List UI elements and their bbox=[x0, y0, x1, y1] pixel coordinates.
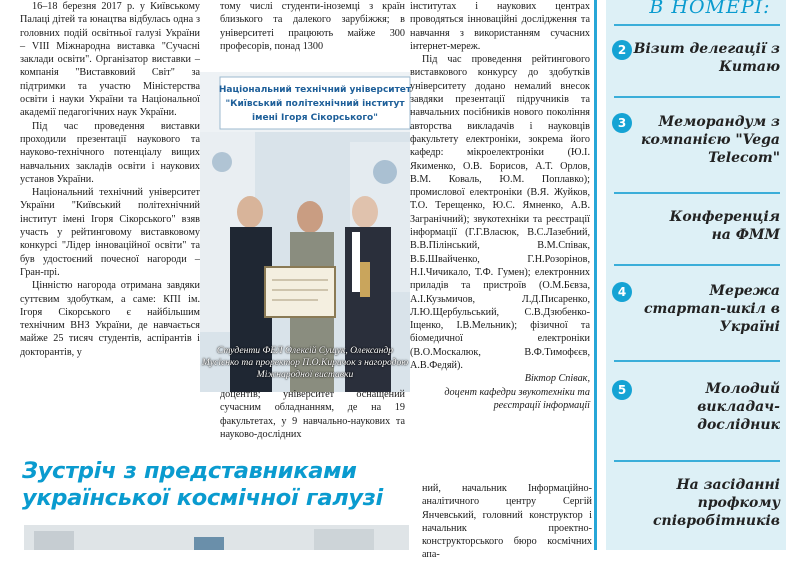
article-column-2-bottom: доцентів; університет оснащений сучасним обладнанням, де на 19 факультетах, у 9 навчально-наукових та науково-дослідних bbox=[220, 389, 405, 440]
article-paragraph: 16–18 березня 2017 р. у Київському Палаці дітей та юнацтва відбулась одна з головних подій освітньої галузі України – VIII Міжнародна виставка "Сучасні заклади освіти". Організатор виставки – компанія "Виставковий Світ" за підтримки та участю Міністерства освіти і науки України та Національної академії педагогічних наук України. bbox=[20, 1, 200, 119]
sidebar-divider bbox=[614, 192, 780, 194]
contents-item-label: Конференція на ФММ bbox=[669, 209, 780, 243]
contents-sidebar bbox=[606, 0, 786, 550]
article-paragraph: Під час проведення виставки проходили презентації наукового та науково-технічного потенціалу вищих навчальних закладів освіти і наукових установ України. bbox=[20, 120, 200, 185]
sidebar-divider bbox=[614, 264, 780, 266]
photo-caption: Студенти ФЕЛ Олексій Сущук, Олександр Мусієнко та проректор П.О.Киричок з нагородою Міжнародної виставки bbox=[201, 345, 409, 380]
contents-item-label: Меморандум з компанією "Vega Telecom" bbox=[641, 114, 780, 166]
contents-item-conference[interactable] bbox=[610, 208, 780, 244]
contents-item-memorandum[interactable] bbox=[610, 113, 780, 167]
sidebar-divider bbox=[614, 96, 780, 98]
article-paragraph: інститутах і наукових центрах проводяться інноваційні дослідження та навчання з використанням сучасних інтернет-мереж. bbox=[410, 1, 590, 52]
article-paragraph: Цінністю нагорода отримана завдяки суттєвим здобуткам, а саме: КПІ ім. Ігоря Сікорського є найбільшим технічним ВНЗ України, де навчається майже 25 тисяч студентів, аспірантів і докторантів, у bbox=[20, 280, 200, 358]
contents-item-label: Візит делегації з Китаю bbox=[633, 41, 780, 75]
meeting-photo bbox=[24, 525, 409, 550]
contents-item-visit[interactable] bbox=[610, 40, 780, 76]
page-badge: 4 bbox=[612, 282, 632, 302]
contents-item-label: Мережа стартап-шкіл в Україні bbox=[644, 283, 780, 335]
sidebar-divider bbox=[614, 360, 780, 362]
page-badge: 3 bbox=[612, 113, 632, 133]
page-badge: 5 bbox=[612, 380, 632, 400]
banner-line-2: "Київський політехнічний інститут bbox=[225, 99, 405, 109]
meeting-photo-illustration bbox=[24, 525, 409, 550]
banner-line-3: імені Ігоря Сікорського" bbox=[252, 113, 378, 123]
author-role: доцент кафедри звукотехніки та реєстрації інформації bbox=[444, 386, 590, 411]
contents-item-label: Молодий викладач-дослідник bbox=[697, 381, 780, 433]
article-headline: Зустріч з представниками української космічної галузі bbox=[22, 458, 383, 511]
contents-item-label: На засіданні профкому співробітників bbox=[653, 477, 780, 529]
bottom-article-text: ний, начальник Інформаційно-аналітичного центру Сергій Янчевський, головний конструктор і начальник проектно-конструкторського бюро космічних апа- bbox=[422, 483, 592, 561]
sidebar-divider bbox=[614, 24, 780, 26]
contents-item-union-meeting[interactable] bbox=[610, 476, 780, 530]
contents-item-startup-schools[interactable] bbox=[610, 282, 780, 336]
contents-title: В НОМЕРІ: bbox=[649, 0, 771, 18]
article-paragraph: Під час проведення рейтингового виставкового конкурсу до здобутків університету додано немалий внесок завдяки презентації підручників та навчальних посібників нового покоління авторства викладачів і науковців факультету електроніки, зокрема його кафедр: мікроелектроніки (Ю.І. Якименко, О.В. Борисов, А.Т. Орлов, В.М. Коваль, Ю.М. Поплавко); промислової електроніки (В.Я. Жуйков, Т.О. Терещенко, Ю.С. Ямненко, А.В. Загранічний); звукотехніки та реєстрації інформації (Г.Г.Власюк, В.С.Лазебний, В.В.Пілінський, В.М.Співак, В.Б.Швайченко, Г.Н.Розорінов, Н.І.Чичикало, Т.Ф. Гумен); електронних приладів та пристроїв (О.М.Бєвза, А.І.Кузьмичов, Л.Д.Писаренко, Л.Ю.Щербульський, С.В.Дзюбенко-Іщенко, І.В.Мельник); фізичної та біомедичної електроніки (В.О.Москалюк, В.Ф.Тимофєєв, А.В.Федяй). bbox=[410, 54, 590, 372]
author-name: Віктор Співак, bbox=[524, 373, 590, 385]
article-column-3 bbox=[410, 0, 590, 440]
exhibition-photo-illustration bbox=[200, 72, 410, 392]
banner-line-1: Національний технічний університет bbox=[218, 85, 412, 95]
contents-item-young-teacher[interactable] bbox=[610, 380, 780, 434]
column-divider bbox=[594, 0, 597, 550]
sidebar-divider bbox=[614, 460, 780, 462]
article-column-2-top: тому числі студенти-іноземці з країн близького та далекого зарубіжжя; в університеті працюють майже 300 професорів, понад 1300 bbox=[220, 1, 405, 52]
article-paragraph: Національний технічний університет України "Київський політехнічний інститут імені Ігоря Сікорського" взяв участь у рейтинговому виставковому конкурсі "Лідер інноваційної освіти" та був удостоєний почесної нагороди – Гран-прі. bbox=[20, 187, 200, 278]
page-badge: 2 bbox=[612, 40, 632, 60]
article-column-1 bbox=[20, 0, 200, 425]
exhibition-photo bbox=[200, 72, 410, 392]
